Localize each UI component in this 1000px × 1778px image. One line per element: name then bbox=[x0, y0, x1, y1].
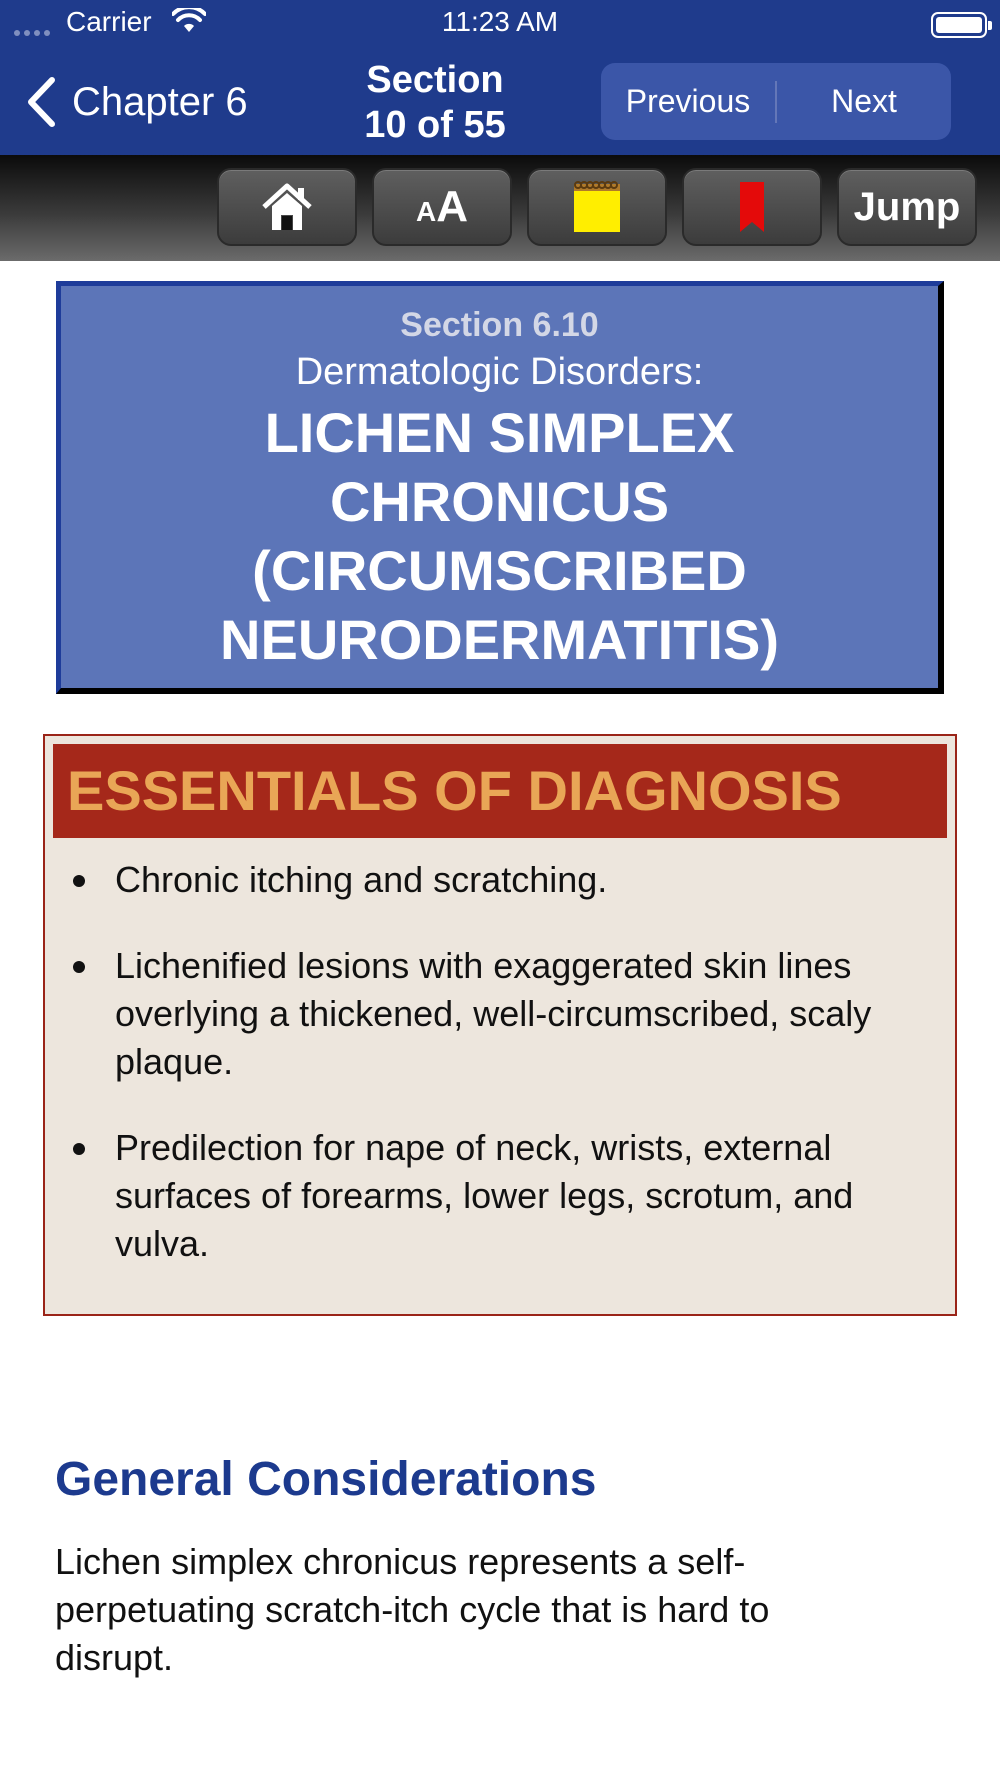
section-number: Section 6.10 bbox=[400, 306, 599, 344]
list-item-text: Lichenified lesions with exaggerated skin lines overlying a thickened, well-circumscribed, scaly plaque. bbox=[115, 945, 872, 1082]
essentials-heading: ESSENTIALS OF DIAGNOSIS bbox=[67, 759, 842, 822]
prev-next-control bbox=[601, 63, 951, 140]
essentials-list bbox=[45, 856, 955, 1306]
next-button[interactable]: Next bbox=[831, 83, 897, 119]
home-icon bbox=[260, 180, 314, 234]
list-item-text: Predilection for nape of neck, wrists, external surfaces of forearms, lower legs, scrotum, and vulva. bbox=[115, 1127, 854, 1264]
home-button[interactable] bbox=[217, 168, 357, 246]
section-title-line: LICHEN SIMPLEX bbox=[264, 401, 735, 464]
essentials-heading-band bbox=[53, 744, 947, 838]
carrier-label: Carrier bbox=[66, 6, 152, 37]
section-counter bbox=[315, 58, 555, 148]
general-considerations-body: Lichen simplex chronicus represents a self-perpetuating scratch-itch cycle that is hard to disrupt. bbox=[55, 1541, 770, 1678]
bullet-icon bbox=[73, 875, 85, 887]
section-title bbox=[61, 398, 938, 674]
notepad-icon bbox=[570, 180, 624, 234]
previous-button[interactable]: Previous bbox=[625, 83, 751, 119]
general-considerations-heading: General Considerations bbox=[55, 1453, 597, 1506]
notes-button[interactable] bbox=[527, 168, 667, 246]
section-title-line: CHRONICUS bbox=[329, 470, 670, 533]
list-item-text: Chronic itching and scratching. bbox=[115, 859, 608, 900]
section-title-line: NEURODERMATITIS) bbox=[220, 608, 779, 671]
bookmark-icon bbox=[737, 180, 767, 234]
bullet-icon bbox=[73, 961, 85, 973]
bullet-icon bbox=[73, 1143, 85, 1155]
text-size-button[interactable] bbox=[372, 168, 512, 246]
essentials-box bbox=[43, 734, 957, 1316]
status-time: 11:23 AM bbox=[441, 6, 559, 37]
list-item bbox=[45, 942, 955, 1086]
section-title-line: (CIRCUMSCRIBED bbox=[252, 539, 747, 602]
section-category: Dermatologic Disorders: bbox=[295, 351, 704, 393]
bookmark-button[interactable] bbox=[682, 168, 822, 246]
back-button[interactable] bbox=[26, 72, 248, 132]
list-item bbox=[45, 1124, 955, 1268]
list-item bbox=[45, 856, 955, 904]
toolbar bbox=[0, 155, 1000, 261]
section-header-box bbox=[56, 281, 944, 694]
text-size-icon: A A bbox=[415, 182, 468, 231]
chevron-left-icon bbox=[26, 76, 56, 128]
section-counter-line2: 10 of 55 bbox=[364, 104, 506, 146]
battery-icon bbox=[931, 12, 987, 38]
navigation-bar bbox=[0, 0, 1000, 155]
jump-button-label: Jump bbox=[853, 184, 961, 229]
jump-button[interactable] bbox=[837, 168, 977, 246]
back-button-label: Chapter 6 bbox=[72, 79, 248, 124]
section-counter-line1: Section bbox=[366, 59, 504, 101]
status-bar bbox=[0, 0, 1000, 50]
